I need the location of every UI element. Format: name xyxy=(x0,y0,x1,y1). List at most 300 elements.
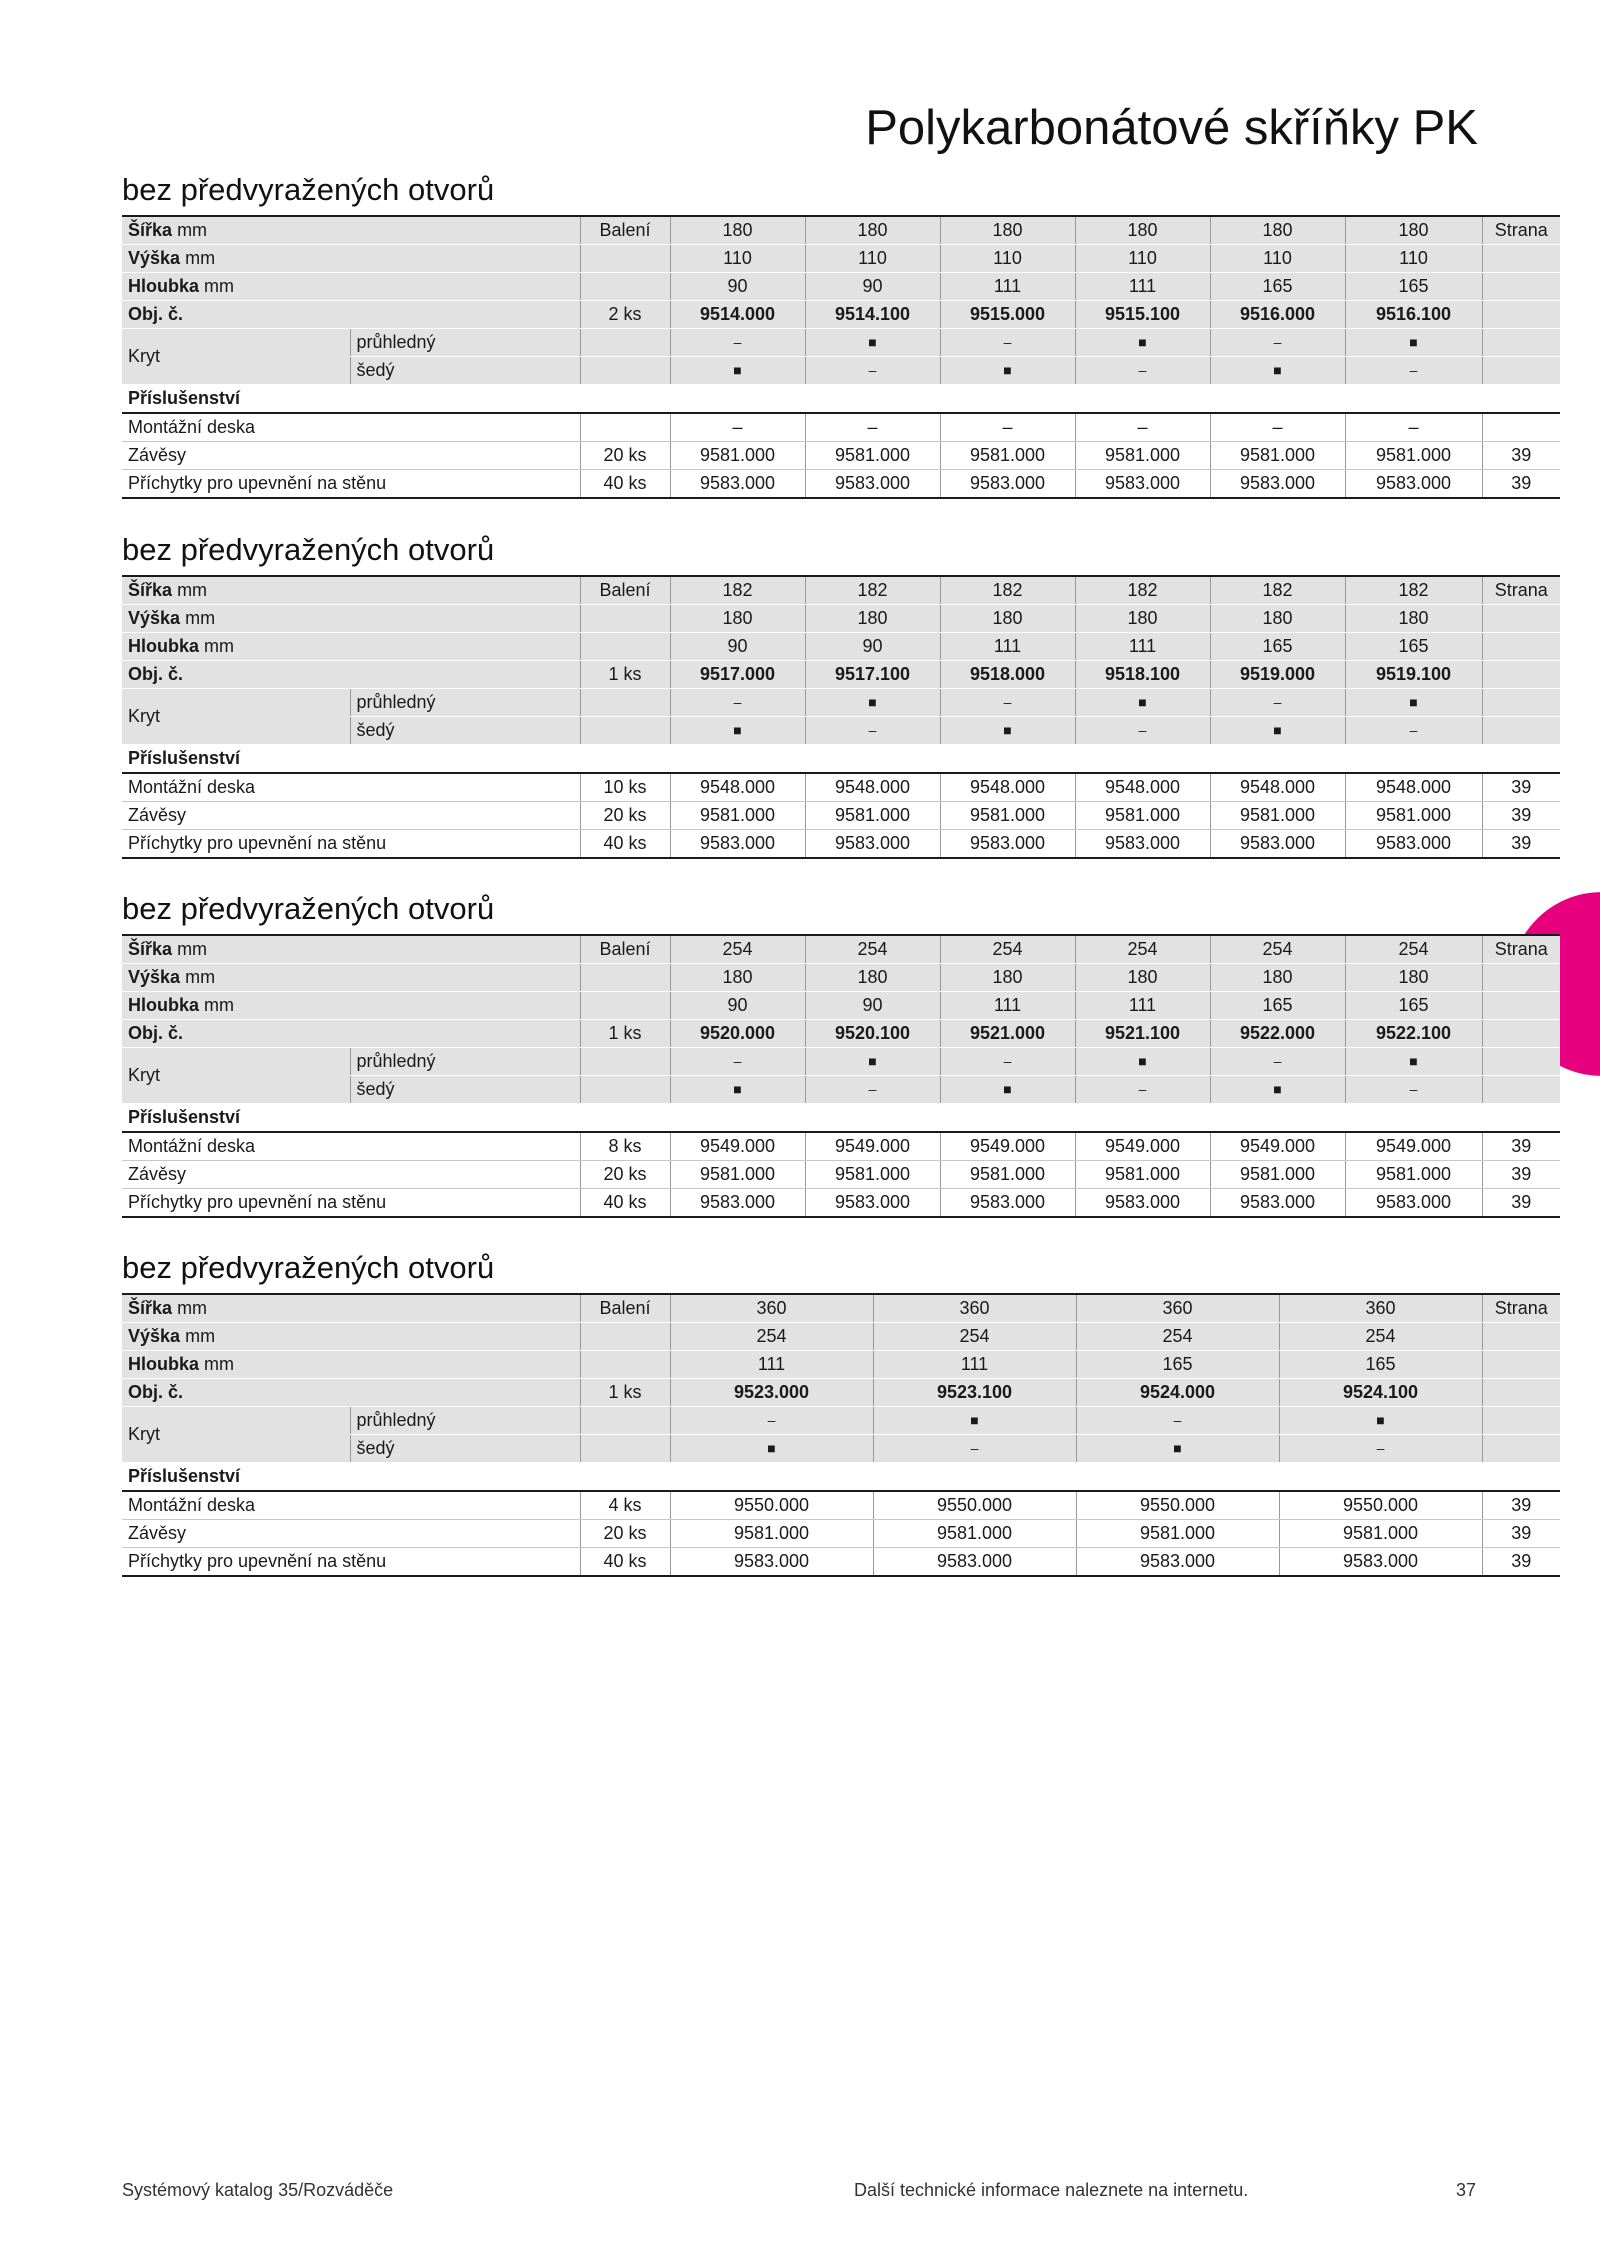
montazni-value: 9549.000 xyxy=(1210,1132,1345,1161)
strana-header: Strana xyxy=(1482,576,1560,605)
spec-table xyxy=(122,215,1560,499)
sedy-value: – xyxy=(1075,1076,1210,1104)
strana-value: 39 xyxy=(1482,1520,1560,1548)
prichytky-value: 9583.000 xyxy=(1345,830,1482,859)
vyska-label: Výška xyxy=(128,1326,181,1346)
vyska-value: 110 xyxy=(670,245,805,273)
obj-value: 9521.000 xyxy=(940,1020,1075,1048)
obj-value: 9517.100 xyxy=(805,661,940,689)
montazni-value: 9550.000 xyxy=(873,1491,1076,1520)
prichytky-value: 9583.000 xyxy=(1076,1548,1279,1577)
sirka-value: 360 xyxy=(873,1294,1076,1323)
accessories-header-row xyxy=(122,745,1560,774)
vyska-value: 110 xyxy=(1075,245,1210,273)
sedy-value: ■ xyxy=(940,357,1075,385)
baleni-value: 1 ks xyxy=(580,1379,670,1407)
footer-info: Další technické informace naleznete na internetu. xyxy=(854,2180,1249,2200)
pruhledny-value: ■ xyxy=(1279,1407,1482,1435)
accessory-row xyxy=(122,773,1560,802)
sirka-label: Šířka xyxy=(128,939,173,959)
table-row xyxy=(122,992,1560,1020)
table-row xyxy=(122,1020,1560,1048)
zavesy-label: Závěsy xyxy=(122,1520,580,1548)
footer-catalog: Systémový katalog 35/Rozváděče xyxy=(122,2180,394,2200)
sedy-value: – xyxy=(1345,1076,1482,1104)
sirka-value: 360 xyxy=(1279,1294,1482,1323)
table-row xyxy=(122,216,1560,245)
table-row xyxy=(122,301,1560,329)
montazni-label: Montážní deska xyxy=(122,1491,580,1520)
baleni-value: 40 ks xyxy=(580,470,670,499)
obj-value: 9519.000 xyxy=(1210,661,1345,689)
zavesy-value: 9581.000 xyxy=(1075,802,1210,830)
vyska-value: 180 xyxy=(805,964,940,992)
table-row xyxy=(122,245,1560,273)
hloubka-value: 111 xyxy=(940,992,1075,1020)
accessory-row xyxy=(122,830,1560,859)
strana-value: 39 xyxy=(1482,470,1560,499)
table-row xyxy=(122,689,1560,717)
obj-value: 9520.000 xyxy=(670,1020,805,1048)
sedy-value: – xyxy=(1279,1435,1482,1463)
accessory-row xyxy=(122,442,1560,470)
obj-value: 9514.000 xyxy=(670,301,805,329)
table-row xyxy=(122,1048,1560,1076)
prichytky-value: 9583.000 xyxy=(670,830,805,859)
baleni-value: 20 ks xyxy=(580,442,670,470)
obj-label: Obj. č. xyxy=(128,664,184,684)
pruhledny-label: průhledný xyxy=(350,329,580,357)
vyska-value: 180 xyxy=(940,964,1075,992)
sirka-value: 182 xyxy=(1345,576,1482,605)
pruhledny-value: ■ xyxy=(1345,329,1482,357)
vyska-value: 180 xyxy=(1345,605,1482,633)
sedy-value: – xyxy=(1345,717,1482,745)
unit-label: mm xyxy=(204,636,235,656)
prichytky-label: Příchytky pro upevnění na stěnu xyxy=(122,1548,580,1577)
strana-header: Strana xyxy=(1482,935,1560,964)
zavesy-value: 9581.000 xyxy=(873,1520,1076,1548)
prichytky-value: 9583.000 xyxy=(805,1189,940,1218)
table-row xyxy=(122,964,1560,992)
sedy-value: ■ xyxy=(670,1435,873,1463)
vyska-value: 254 xyxy=(1076,1323,1279,1351)
sedy-label: šedý xyxy=(350,1076,580,1104)
montazni-value: 9549.000 xyxy=(1345,1132,1482,1161)
sirka-value: 180 xyxy=(1210,216,1345,245)
table-row xyxy=(122,329,1560,357)
montazni-value: 9548.000 xyxy=(940,773,1075,802)
sirka-value: 180 xyxy=(670,216,805,245)
pruhledny-value: – xyxy=(1076,1407,1279,1435)
sirka-label: Šířka xyxy=(128,220,173,240)
vyska-value: 254 xyxy=(873,1323,1076,1351)
zavesy-label: Závěsy xyxy=(122,1161,580,1189)
prichytky-value: 9583.000 xyxy=(1279,1548,1482,1577)
obj-value: 9516.000 xyxy=(1210,301,1345,329)
sirka-value: 254 xyxy=(940,935,1075,964)
montazni-value: 9549.000 xyxy=(940,1132,1075,1161)
sirka-value: 254 xyxy=(1075,935,1210,964)
prichytky-value: 9583.000 xyxy=(1075,830,1210,859)
pruhledny-value: – xyxy=(940,689,1075,717)
accessories-header-row xyxy=(122,1104,1560,1133)
kryt-label: Kryt xyxy=(122,1048,350,1104)
table-row xyxy=(122,273,1560,301)
baleni-value xyxy=(580,413,670,442)
obj-label: Obj. č. xyxy=(128,1382,184,1402)
hloubka-value: 90 xyxy=(670,992,805,1020)
hloubka-value: 90 xyxy=(805,992,940,1020)
vyska-label: Výška xyxy=(128,608,181,628)
zavesy-value: 9581.000 xyxy=(1210,1161,1345,1189)
vyska-value: 180 xyxy=(670,964,805,992)
pruhledny-value: ■ xyxy=(805,1048,940,1076)
sedy-value: – xyxy=(1075,717,1210,745)
section-heading: bez předvyražených otvorů xyxy=(122,1250,495,1285)
sirka-value: 180 xyxy=(940,216,1075,245)
unit-label: mm xyxy=(185,608,216,628)
baleni-value: 1 ks xyxy=(580,661,670,689)
product-table-section xyxy=(122,532,1548,859)
strana-value: 39 xyxy=(1482,442,1560,470)
obj-value: 9524.000 xyxy=(1076,1379,1279,1407)
zavesy-value: 9581.000 xyxy=(940,802,1075,830)
accessory-row xyxy=(122,1132,1560,1161)
zavesy-label: Závěsy xyxy=(122,802,580,830)
prichytky-label: Příchytky pro upevnění na stěnu xyxy=(122,470,580,499)
kryt-label: Kryt xyxy=(122,689,350,745)
vyska-value: 110 xyxy=(1210,245,1345,273)
accessories-label: Příslušenství xyxy=(122,385,1560,414)
vyska-label: Výška xyxy=(128,248,181,268)
obj-value: 9522.000 xyxy=(1210,1020,1345,1048)
pruhledny-label: průhledný xyxy=(350,689,580,717)
zavesy-value: 9581.000 xyxy=(1210,802,1345,830)
obj-value: 9523.000 xyxy=(670,1379,873,1407)
prichytky-value: 9583.000 xyxy=(1345,1189,1482,1218)
spec-table xyxy=(122,1293,1560,1577)
montazni-label: Montážní deska xyxy=(122,413,580,442)
zavesy-value: 9581.000 xyxy=(670,1161,805,1189)
prichytky-value: 9583.000 xyxy=(873,1548,1076,1577)
zavesy-value: 9581.000 xyxy=(1345,1161,1482,1189)
obj-value: 9519.100 xyxy=(1345,661,1482,689)
accessories-label: Příslušenství xyxy=(122,745,1560,774)
sirka-value: 254 xyxy=(670,935,805,964)
baleni-value: 1 ks xyxy=(580,1020,670,1048)
hloubka-value: 111 xyxy=(670,1351,873,1379)
accessory-row xyxy=(122,802,1560,830)
prichytky-value: 9583.000 xyxy=(670,470,805,499)
hloubka-value: 165 xyxy=(1345,273,1482,301)
table-row xyxy=(122,633,1560,661)
montazni-value: – xyxy=(805,413,940,442)
montazni-value: 9549.000 xyxy=(1075,1132,1210,1161)
pruhledny-value: ■ xyxy=(1075,1048,1210,1076)
sirka-value: 182 xyxy=(1075,576,1210,605)
sedy-value: ■ xyxy=(670,1076,805,1104)
montazni-value: 9549.000 xyxy=(670,1132,805,1161)
strana-value: 39 xyxy=(1482,773,1560,802)
obj-label: Obj. č. xyxy=(128,1023,184,1043)
unit-label: mm xyxy=(204,276,235,296)
accessory-row xyxy=(122,413,1560,442)
hloubka-value: 165 xyxy=(1345,633,1482,661)
zavesy-value: 9581.000 xyxy=(1076,1520,1279,1548)
table-row xyxy=(122,935,1560,964)
table-row xyxy=(122,1323,1560,1351)
montazni-value: 9548.000 xyxy=(1345,773,1482,802)
pruhledny-label: průhledný xyxy=(350,1407,580,1435)
page-title: Polykarbonátové skříňky PK xyxy=(865,101,1478,155)
baleni-header: Balení xyxy=(580,935,670,964)
hloubka-value: 165 xyxy=(1210,992,1345,1020)
vyska-label: Výška xyxy=(128,967,181,987)
strana-header: Strana xyxy=(1482,216,1560,245)
zavesy-label: Závěsy xyxy=(122,442,580,470)
baleni-value: 20 ks xyxy=(580,1520,670,1548)
obj-value: 9514.100 xyxy=(805,301,940,329)
baleni-value: 40 ks xyxy=(580,1548,670,1577)
sirka-value: 180 xyxy=(805,216,940,245)
accessory-row xyxy=(122,1520,1560,1548)
zavesy-value: 9581.000 xyxy=(1345,802,1482,830)
montazni-value: – xyxy=(940,413,1075,442)
obj-label: Obj. č. xyxy=(128,304,184,324)
baleni-value: 20 ks xyxy=(580,1161,670,1189)
sirka-value: 360 xyxy=(1076,1294,1279,1323)
zavesy-value: 9581.000 xyxy=(805,1161,940,1189)
section-heading: bez předvyražených otvorů xyxy=(122,172,495,207)
zavesy-value: 9581.000 xyxy=(805,802,940,830)
zavesy-value: 9581.000 xyxy=(940,1161,1075,1189)
baleni-header: Balení xyxy=(580,216,670,245)
sirka-value: 180 xyxy=(1075,216,1210,245)
baleni-value: 40 ks xyxy=(580,830,670,859)
sedy-value: ■ xyxy=(670,717,805,745)
pruhledny-value: ■ xyxy=(1075,689,1210,717)
accessory-row xyxy=(122,1491,1560,1520)
montazni-value: 9550.000 xyxy=(670,1491,873,1520)
vyska-value: 110 xyxy=(805,245,940,273)
vyska-value: 180 xyxy=(805,605,940,633)
strana-value: 39 xyxy=(1482,1548,1560,1577)
prichytky-value: 9583.000 xyxy=(940,470,1075,499)
strana-value: 39 xyxy=(1482,1161,1560,1189)
strana-value: 39 xyxy=(1482,802,1560,830)
montazni-value: 9548.000 xyxy=(1075,773,1210,802)
product-table-section xyxy=(122,891,1548,1218)
unit-label: mm xyxy=(177,220,208,240)
hloubka-label: Hloubka xyxy=(128,1354,200,1374)
kryt-label: Kryt xyxy=(122,1407,350,1463)
accessories-label: Příslušenství xyxy=(122,1104,1560,1133)
table-row xyxy=(122,1407,1560,1435)
obj-value: 9522.100 xyxy=(1345,1020,1482,1048)
pruhledny-value: ■ xyxy=(1075,329,1210,357)
sedy-label: šedý xyxy=(350,1435,580,1463)
sedy-value: – xyxy=(1075,357,1210,385)
sedy-value: – xyxy=(805,717,940,745)
prichytky-value: 9583.000 xyxy=(1075,1189,1210,1218)
sedy-value: ■ xyxy=(670,357,805,385)
montazni-value: – xyxy=(1345,413,1482,442)
pruhledny-value: ■ xyxy=(805,689,940,717)
sedy-value: – xyxy=(1345,357,1482,385)
vyska-value: 254 xyxy=(670,1323,873,1351)
montazni-value: – xyxy=(670,413,805,442)
baleni-header: Balení xyxy=(580,1294,670,1323)
unit-label: mm xyxy=(177,939,208,959)
unit-label: mm xyxy=(185,248,216,268)
prichytky-value: 9583.000 xyxy=(940,1189,1075,1218)
sedy-label: šedý xyxy=(350,717,580,745)
sedy-value: ■ xyxy=(940,717,1075,745)
montazni-value: – xyxy=(1210,413,1345,442)
zavesy-value: 9581.000 xyxy=(1075,442,1210,470)
sirka-label: Šířka xyxy=(128,580,173,600)
baleni-value: 40 ks xyxy=(580,1189,670,1218)
pruhledny-value: ■ xyxy=(1345,689,1482,717)
zavesy-value: 9581.000 xyxy=(940,442,1075,470)
zavesy-value: 9581.000 xyxy=(805,442,940,470)
pruhledny-value: – xyxy=(1210,329,1345,357)
obj-value: 9524.100 xyxy=(1279,1379,1482,1407)
pruhledny-label: průhledný xyxy=(350,1048,580,1076)
obj-value: 9516.100 xyxy=(1345,301,1482,329)
sirka-label: Šířka xyxy=(128,1298,173,1318)
prichytky-value: 9583.000 xyxy=(1075,470,1210,499)
prichytky-label: Příchytky pro upevnění na stěnu xyxy=(122,1189,580,1218)
prichytky-value: 9583.000 xyxy=(940,830,1075,859)
obj-value: 9521.100 xyxy=(1075,1020,1210,1048)
montazni-value: 9548.000 xyxy=(805,773,940,802)
unit-label: mm xyxy=(185,1326,216,1346)
pruhledny-value: – xyxy=(670,329,805,357)
pruhledny-value: ■ xyxy=(805,329,940,357)
section-heading: bez předvyražených otvorů xyxy=(122,891,495,926)
montazni-value: 9549.000 xyxy=(805,1132,940,1161)
hloubka-value: 111 xyxy=(1075,633,1210,661)
obj-value: 9518.100 xyxy=(1075,661,1210,689)
vyska-value: 180 xyxy=(1210,605,1345,633)
product-table-section xyxy=(122,172,1548,499)
hloubka-value: 165 xyxy=(1210,273,1345,301)
strana-header: Strana xyxy=(1482,1294,1560,1323)
hloubka-value: 90 xyxy=(805,633,940,661)
accessories-label: Příslušenství xyxy=(122,1463,1560,1492)
accessory-row xyxy=(122,1548,1560,1577)
vyska-value: 180 xyxy=(670,605,805,633)
hloubka-label: Hloubka xyxy=(128,636,200,656)
vyska-value: 180 xyxy=(1075,605,1210,633)
spec-table xyxy=(122,934,1560,1218)
sirka-value: 182 xyxy=(940,576,1075,605)
zavesy-value: 9581.000 xyxy=(1210,442,1345,470)
sedy-value: ■ xyxy=(940,1076,1075,1104)
strana-value: 39 xyxy=(1482,1132,1560,1161)
pruhledny-value: – xyxy=(1210,689,1345,717)
montazni-label: Montážní deska xyxy=(122,773,580,802)
pruhledny-value: – xyxy=(1210,1048,1345,1076)
table-row xyxy=(122,1294,1560,1323)
vyska-value: 110 xyxy=(1345,245,1482,273)
pruhledny-value: – xyxy=(670,1407,873,1435)
pruhledny-value: – xyxy=(670,689,805,717)
sirka-value: 254 xyxy=(1210,935,1345,964)
unit-label: mm xyxy=(204,1354,235,1374)
hloubka-value: 111 xyxy=(873,1351,1076,1379)
montazni-value: 9550.000 xyxy=(1279,1491,1482,1520)
pruhledny-value: ■ xyxy=(1345,1048,1482,1076)
hloubka-value: 165 xyxy=(1279,1351,1482,1379)
table-row xyxy=(122,1379,1560,1407)
hloubka-value: 165 xyxy=(1076,1351,1279,1379)
prichytky-value: 9583.000 xyxy=(805,830,940,859)
montazni-value: 9548.000 xyxy=(670,773,805,802)
obj-value: 9523.100 xyxy=(873,1379,1076,1407)
sedy-value: – xyxy=(873,1435,1076,1463)
strana-value xyxy=(1482,413,1560,442)
hloubka-value: 111 xyxy=(1075,992,1210,1020)
hloubka-value: 111 xyxy=(1075,273,1210,301)
sirka-value: 182 xyxy=(805,576,940,605)
section-heading: bez předvyražených otvorů xyxy=(122,532,495,567)
obj-value: 9515.100 xyxy=(1075,301,1210,329)
sirka-value: 182 xyxy=(1210,576,1345,605)
sedy-value: ■ xyxy=(1210,357,1345,385)
hloubka-value: 111 xyxy=(940,273,1075,301)
prichytky-value: 9583.000 xyxy=(670,1189,805,1218)
spec-table xyxy=(122,575,1560,859)
sedy-value: – xyxy=(805,357,940,385)
strana-value: 39 xyxy=(1482,1189,1560,1218)
footer-page-number: 37 xyxy=(1456,2180,1477,2200)
vyska-value: 110 xyxy=(940,245,1075,273)
sirka-value: 360 xyxy=(670,1294,873,1323)
montazni-value: 9550.000 xyxy=(1076,1491,1279,1520)
montazni-value: – xyxy=(1075,413,1210,442)
hloubka-value: 165 xyxy=(1345,992,1482,1020)
table-row xyxy=(122,605,1560,633)
hloubka-value: 165 xyxy=(1210,633,1345,661)
pruhledny-value: – xyxy=(940,329,1075,357)
accessory-row xyxy=(122,470,1560,499)
sedy-value: ■ xyxy=(1210,717,1345,745)
prichytky-value: 9583.000 xyxy=(1210,470,1345,499)
prichytky-value: 9583.000 xyxy=(805,470,940,499)
accessory-row xyxy=(122,1189,1560,1218)
obj-value: 9518.000 xyxy=(940,661,1075,689)
vyska-value: 180 xyxy=(1345,964,1482,992)
pruhledny-value: – xyxy=(670,1048,805,1076)
zavesy-value: 9581.000 xyxy=(670,1520,873,1548)
sedy-label: šedý xyxy=(350,357,580,385)
sirka-value: 254 xyxy=(805,935,940,964)
zavesy-value: 9581.000 xyxy=(1075,1161,1210,1189)
strana-value: 39 xyxy=(1482,830,1560,859)
hloubka-value: 90 xyxy=(670,273,805,301)
vyska-value: 180 xyxy=(1210,964,1345,992)
obj-value: 9520.100 xyxy=(805,1020,940,1048)
table-row xyxy=(122,1351,1560,1379)
baleni-header: Balení xyxy=(580,576,670,605)
strana-value: 39 xyxy=(1482,1491,1560,1520)
prichytky-value: 9583.000 xyxy=(1345,470,1482,499)
zavesy-value: 9581.000 xyxy=(670,802,805,830)
montazni-label: Montážní deska xyxy=(122,1132,580,1161)
